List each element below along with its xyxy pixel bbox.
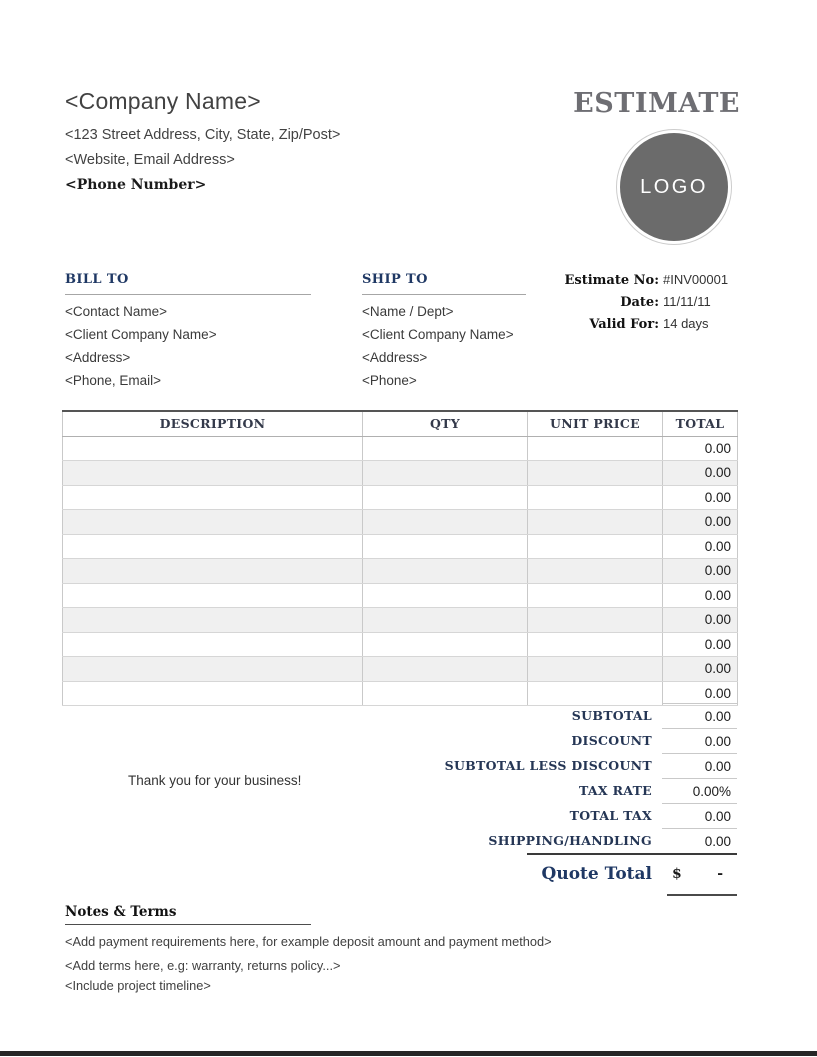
table-row <box>63 510 738 535</box>
unit-price-cell <box>528 657 663 682</box>
subtotal-less-discount-value: 0.00 <box>662 753 737 778</box>
table-row <box>63 608 738 633</box>
total-cell: 0.00 <box>663 510 738 535</box>
bill-to-company-name: <Client Company Name> <box>65 327 217 342</box>
company-website-email: <Website, Email Address> <box>65 152 235 168</box>
thank-you-message: Thank you for your business! <box>128 773 302 788</box>
table-row <box>63 657 738 682</box>
ship-to-company-name: <Client Company Name> <box>362 327 514 342</box>
logo-placeholder <box>617 130 731 244</box>
grand-total-underline <box>667 894 737 896</box>
qty-cell <box>363 436 528 461</box>
description-cell <box>63 461 363 486</box>
table-row <box>63 534 738 559</box>
discount-value: 0.00 <box>662 728 737 753</box>
subtotal-label: SUBTOTAL <box>571 708 652 723</box>
unit-price-cell <box>528 632 663 657</box>
unit-price-cell <box>528 436 663 461</box>
qty-cell <box>363 534 528 559</box>
unit-price-cell <box>528 510 663 535</box>
company-address: <123 Street Address, City, State, Zip/Post> <box>65 127 341 143</box>
table-row <box>63 583 738 608</box>
description-cell <box>63 436 363 461</box>
document-title: ESTIMATE <box>573 88 740 119</box>
column-header-qty: QTY <box>363 411 528 436</box>
subtotal-row <box>62 703 737 728</box>
estimate-valid-for-label: Valid For: <box>589 317 659 332</box>
description-cell <box>63 608 363 633</box>
quote-total-label: Quote Total <box>541 864 652 884</box>
qty-cell <box>363 657 528 682</box>
shipping-handling-label: SHIPPING/HANDLING <box>488 833 652 848</box>
qty-cell <box>363 608 528 633</box>
estimate-date-label: Date: <box>620 295 659 310</box>
bill-to-heading: BILL TO <box>65 272 311 295</box>
description-cell <box>63 485 363 510</box>
table-row <box>63 632 738 657</box>
total-cell: 0.00 <box>663 461 738 486</box>
page-bottom-rule <box>0 1051 817 1056</box>
logo-text: LOGO <box>640 175 708 198</box>
notes-line-payment: <Add payment requirements here, for example deposit amount and payment method> <box>65 934 552 949</box>
estimate-number-row <box>563 272 739 294</box>
unit-price-cell <box>528 534 663 559</box>
column-header-unit-price: UNIT PRICE <box>528 411 663 436</box>
notes-line-terms: <Add terms here, e.g: warranty, returns policy...> <box>65 958 341 973</box>
total-cell: 0.00 <box>663 534 738 559</box>
total-tax-row <box>62 803 737 828</box>
total-tax-value: 0.00 <box>662 803 737 828</box>
tax-rate-value: 0.00% <box>662 778 737 803</box>
table-header-row <box>63 411 738 436</box>
ship-to-name-dept: <Name / Dept> <box>362 304 454 319</box>
unit-price-cell <box>528 608 663 633</box>
total-cell: 0.00 <box>663 436 738 461</box>
column-header-description: DESCRIPTION <box>63 411 363 436</box>
grand-total-top-rule <box>527 853 737 855</box>
qty-cell <box>363 559 528 584</box>
shipping-handling-row <box>62 828 737 853</box>
bill-to-contact-name: <Contact Name> <box>65 304 168 319</box>
table-row <box>63 436 738 461</box>
total-cell: 0.00 <box>663 681 738 706</box>
total-cell: 0.00 <box>663 559 738 584</box>
ship-to-section <box>362 272 526 387</box>
estimate-date-value: 11/11/11 <box>663 294 711 309</box>
notes-line-timeline: <Include project timeline> <box>65 978 211 993</box>
estimate-valid-for-value: 14 days <box>663 316 709 331</box>
table-row <box>63 681 738 706</box>
quote-total-row <box>62 857 737 891</box>
description-cell <box>63 632 363 657</box>
qty-cell <box>363 485 528 510</box>
description-cell <box>63 657 363 682</box>
currency-symbol: $ <box>672 866 682 882</box>
estimate-number-label: Estimate No: <box>564 273 659 288</box>
description-cell <box>63 510 363 535</box>
estimate-meta <box>563 272 739 338</box>
qty-cell <box>363 583 528 608</box>
column-header-total: TOTAL <box>663 411 738 436</box>
ship-to-heading: SHIP TO <box>362 272 526 295</box>
discount-label: DISCOUNT <box>571 733 652 748</box>
ship-to-phone: <Phone> <box>362 373 417 388</box>
estimate-number-value: #INV00001 <box>663 272 729 287</box>
total-cell: 0.00 <box>663 485 738 510</box>
company-block <box>65 88 495 193</box>
bill-to-phone-email: <Phone, Email> <box>65 373 162 388</box>
discount-row <box>62 728 737 753</box>
shipping-handling-value: 0.00 <box>662 828 737 853</box>
unit-price-cell <box>528 461 663 486</box>
bill-to-address: <Address> <box>65 350 131 365</box>
estimate-date-row <box>563 294 739 316</box>
description-cell <box>63 534 363 559</box>
unit-price-cell <box>528 681 663 706</box>
estimate-valid-for-row <box>563 316 739 338</box>
company-name: <Company Name> <box>65 88 261 114</box>
quote-total-amount: - <box>717 866 723 882</box>
bill-to-section <box>65 272 311 387</box>
unit-price-cell <box>528 485 663 510</box>
description-cell <box>63 583 363 608</box>
total-cell: 0.00 <box>663 583 738 608</box>
qty-cell <box>363 681 528 706</box>
notes-terms-section <box>65 903 755 998</box>
unit-price-cell <box>528 559 663 584</box>
qty-cell <box>363 461 528 486</box>
subtotal-value: 0.00 <box>662 703 737 728</box>
unit-price-cell <box>528 583 663 608</box>
company-phone: <Phone Number> <box>65 177 207 193</box>
total-cell: 0.00 <box>663 632 738 657</box>
description-cell <box>63 681 363 706</box>
total-cell: 0.00 <box>663 657 738 682</box>
subtotal-less-discount-label: SUBTOTAL LESS DISCOUNT <box>444 758 652 773</box>
qty-cell <box>363 510 528 535</box>
tax-rate-label: TAX RATE <box>579 783 652 798</box>
quote-total-value <box>662 866 737 882</box>
table-row <box>63 485 738 510</box>
table-row <box>63 461 738 486</box>
table-row <box>63 559 738 584</box>
qty-cell <box>363 632 528 657</box>
total-tax-label: TOTAL TAX <box>569 808 652 823</box>
ship-to-address: <Address> <box>362 350 428 365</box>
total-cell: 0.00 <box>663 608 738 633</box>
description-cell <box>63 559 363 584</box>
notes-terms-heading: Notes & Terms <box>65 904 311 925</box>
line-items-table <box>62 410 738 706</box>
